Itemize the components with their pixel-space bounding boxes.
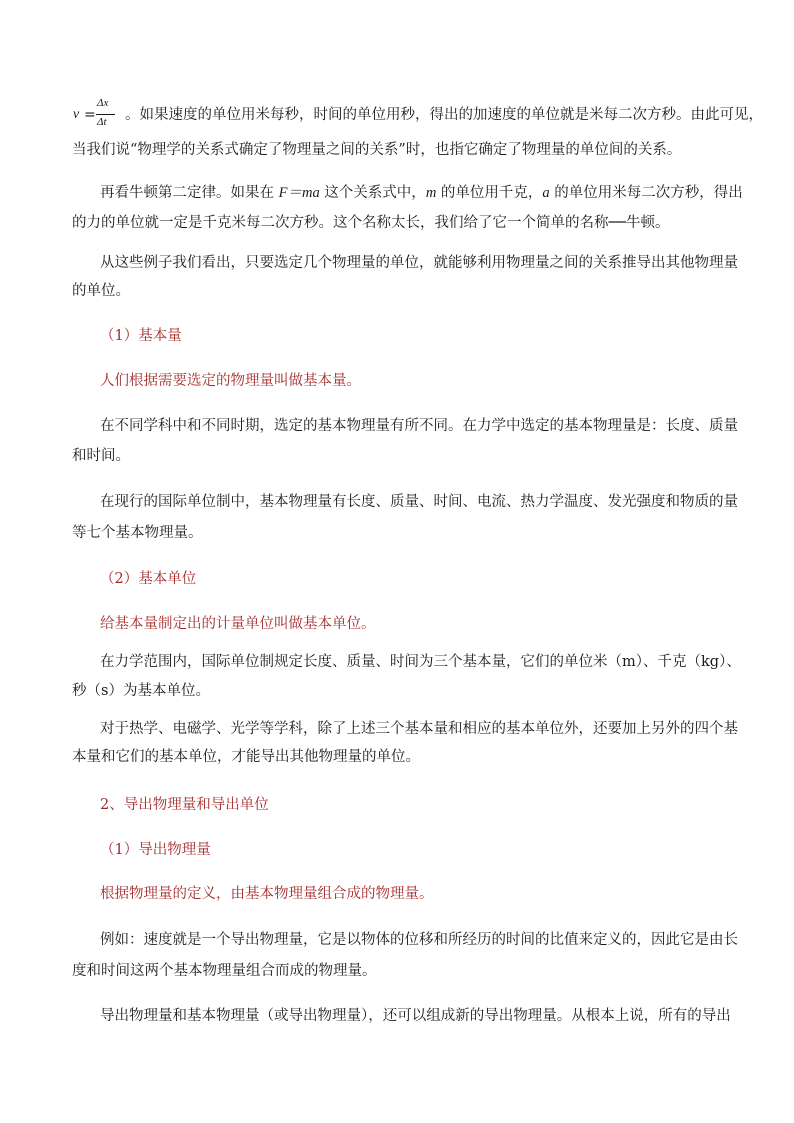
paragraph-5-line-2: 等七个基本物理量。 [72, 525, 203, 541]
paragraph-9-line-1: 导出物理量和基本物理量（或导出物理量），还可以组成新的导出物理量。从根本上说，所有的导出 [100, 1008, 731, 1024]
paragraph-3-line-1: 从这些例子我们看出，只要选定几个物理量的单位，就能够利用物理量之间的关系推导出其他物理量 [100, 255, 738, 271]
paragraph-8-line-1: 例如：速度就是一个导出物理量，它是以物体的位移和所经历的时间的比值来定义的，因此它是由长 [100, 932, 738, 948]
heading-derived-quantities-units: 2、导出物理量和导出单位 [100, 797, 269, 813]
paragraph-4-line-2: 和时间。 [72, 448, 130, 464]
definition-derived-quantity: 根据物理量的定义，由基本物理量组合成的物理量。 [100, 886, 434, 902]
paragraph-7-line-1: 对于热学、电磁学、光学等学科，除了上述三个基本量和相应的基本单位外，还要加上另外的四个基 [100, 721, 738, 737]
heading-basic-unit: （2）基本单位 [100, 571, 197, 587]
text-run: 再看牛顿第二定律。如果在 [100, 185, 279, 201]
text-run: 这个关系式中， [319, 185, 426, 201]
formula-v: v [73, 107, 80, 122]
fraction-bar [96, 114, 115, 115]
paragraph-2-line-1 [100, 183, 743, 203]
newton-formula: F＝ma [278, 185, 320, 201]
variable-m: m [425, 185, 437, 201]
definition-basic-quantity: 人们根据需要选定的物理量叫做基本量。 [100, 373, 361, 389]
heading-basic-quantity: （1）基本量 [100, 328, 182, 344]
formula-equals: = [84, 107, 96, 123]
paragraph-6-line-2: 秒（s）为基本单位。 [72, 683, 210, 699]
paragraph-2-line-2: 的力的单位就一定是千克米每二次方秒。这个名称太长，我们给了它一个简单的名称──牛顿。 [72, 215, 670, 231]
formula-denominator: Δt [97, 116, 107, 128]
paragraph-7-line-2: 本量和它们的基本单位，才能导出其他物理量的单位。 [72, 749, 420, 765]
paragraph-1-line-1: 。如果速度的单位用米每秒，时间的单位用秒，得出的加速度的单位就是米每二次方秒。由此可见， [125, 107, 763, 123]
variable-a: a [542, 185, 550, 201]
text-run: 的单位用千克， [436, 185, 543, 201]
paragraph-6-line-1: 在力学范围内，国际单位制规定长度、质量、时间为三个基本量，它们的单位米（m）、千克（kg）、 [100, 654, 741, 670]
definition-basic-unit: 给基本量制定出的计量单位叫做基本单位。 [100, 616, 376, 632]
formula-numerator: Δx [97, 97, 109, 109]
paragraph-3-line-2: 的单位。 [72, 283, 130, 299]
paragraph-8-line-2: 度和时间这两个基本物理量组合而成的物理量。 [72, 963, 377, 979]
heading-derived-quantity: （1）导出物理量 [100, 842, 211, 858]
paragraph-5-line-1: 在现行的国际单位制中，基本物理量有长度、质量、时间、电流、热力学温度、发光强度和物质的量 [100, 494, 738, 510]
text-run: 的单位用米每二次方秒，得出 [549, 185, 743, 201]
velocity-formula [73, 97, 125, 133]
paragraph-4-line-1: 在不同学科中和不同时期，选定的基本物理量有所不同。在力学中选定的基本物理量是：长度、质量 [100, 418, 738, 434]
paragraph-1-line-2: 当我们说“物理学的关系式确定了物理量之间的关系”时，也指它确定了物理量的单位间的关系。 [72, 142, 682, 158]
